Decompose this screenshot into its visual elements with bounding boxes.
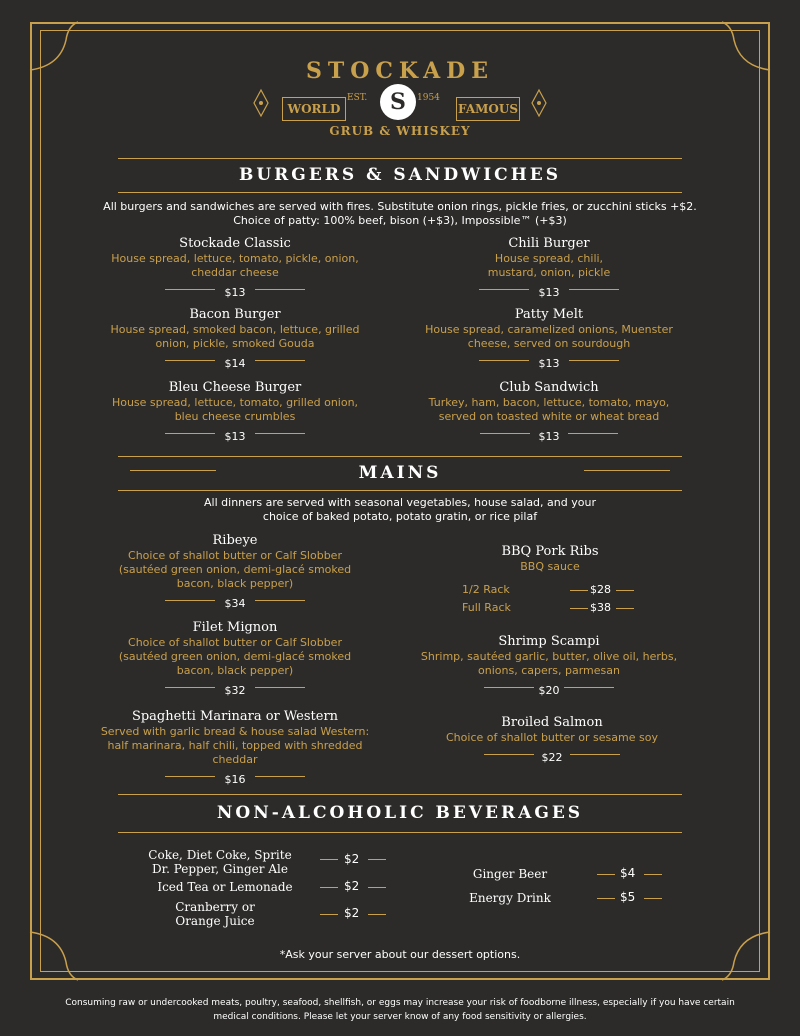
item-description: House spread, lettuce, tomato, pickle, onion, cheddar cheese [111,252,359,279]
item-description: House spread, chili, mustard, onion, pickle [487,252,611,279]
item-name: Club Sandwich [499,380,599,395]
menu-item [100,380,370,441]
burgers-note: All burgers and sandwiches are served with fires. Substitute onion rings, pickle fries, or zucchini sticks +$2. Choice of patty: 100% beef, bison (+$3), Impossible™ (+$3) [103,200,697,227]
logo-monogram: S [380,84,416,120]
item-price: $13 [224,286,246,299]
stockade-logo [250,58,550,148]
food-safety-disclaimer: Consuming raw or undercooked meats, poultry, seafood, shellfish, or eggs may increase your risk of foodborne illness, especially if you have certain medical conditions. Please let your server know of any food sensitivity or allergies. [65,998,735,1022]
logo-est: EST. [347,93,368,103]
item-description: Turkey, ham, bacon, lettuce, tomato, mayo, served on toasted white or wheat bread [428,396,670,423]
item-price: $22 [541,751,563,764]
beverage-name: Coke, Diet Coke, Sprite Dr. Pepper, Ginger Ale [148,848,292,876]
item-price: $32 [224,684,246,697]
item-description: Choice of shallot butter or Calf Slobber (sautéed green onion, demi-glacé smoked bacon, black pepper) [118,636,352,677]
menu-item [100,620,370,695]
option-row [420,601,680,617]
item-name: BBQ Pork Ribs [501,544,599,559]
section-divider [118,158,682,159]
item-name: Stockade Classic [179,236,291,251]
menu-item [420,544,680,574]
menu-item [414,715,690,762]
section-title-burgers: BURGERS & SANDWICHES [238,165,561,185]
logo-left-banner: WORLD [282,97,346,121]
item-price: $13 [538,357,560,370]
logo-right-banner: FAMOUS [456,97,520,121]
beverage-price: $4 [620,866,636,880]
item-price: $13 [224,430,246,443]
section-divider [118,832,682,833]
item-price: $13 [538,430,560,443]
item-name: Filet Mignon [192,620,278,635]
option-price: $38 [590,601,611,614]
item-name: Bleu Cheese Burger [168,380,302,395]
item-name: Patty Melt [514,307,584,322]
section-divider [118,192,682,193]
section-title-beverages: NON-ALCOHOLIC BEVERAGES [216,803,584,823]
beverage-name: Ginger Beer [472,867,548,881]
right-flourish-icon [524,88,554,118]
item-price: $34 [224,597,246,610]
item-name: Spaghetti Marinara or Western [131,709,339,724]
section-divider [118,456,682,457]
item-description: Shrimp, sautéed garlic, butter, olive oil, herbs, onions, capers, parmesan [420,650,678,677]
item-description: House spread, smoked bacon, lettuce, grilled onion, pickle, smoked Gouda [110,323,360,350]
menu-item [110,236,360,297]
section-divider [118,490,682,491]
item-name: Ribeye [212,533,258,548]
option-row [420,583,680,599]
menu-item [424,236,674,297]
item-name: Shrimp Scampi [498,634,600,649]
mains-note: All dinners are served with seasonal vegetables, house salad, and your choice of baked potato, potato gratin, or rice pilaf [204,496,596,523]
beverage-name: Energy Drink [469,891,551,905]
section-divider [584,470,670,471]
menu-item [100,307,370,368]
beverage-price: $5 [620,890,636,904]
item-description: Served with garlic bread & house salad Western: half marinara, half chili, topped with shredded cheddar [100,725,370,766]
menu-item [410,380,688,441]
menu-item [100,533,370,608]
option-price: $28 [590,583,611,596]
beverage-price: $2 [344,852,360,866]
item-price: $14 [224,357,246,370]
item-description: BBQ sauce [520,560,580,573]
item-name: Bacon Burger [189,307,281,322]
menu-item [414,634,684,695]
option-label: Full Rack [462,601,511,614]
beverage-price: $2 [344,879,360,893]
dessert-note: *Ask your server about our dessert options. [279,948,521,961]
item-price: $16 [224,773,246,786]
logo-year: 1954 [417,93,440,103]
menu-item [414,307,684,368]
beverage-name: Cranberry or Orange Juice [175,900,255,928]
left-flourish-icon [246,88,276,118]
menu-item [100,709,370,784]
option-label: 1/2 Rack [462,583,510,596]
item-description: House spread, caramelized onions, Muenster cheese, served on sourdough [425,323,673,350]
section-divider [118,794,682,795]
item-name: Chili Burger [508,236,590,251]
beverage-name: Iced Tea or Lemonade [157,880,293,894]
logo-tagline: GRUB & WHISKEY [329,124,471,138]
item-description: Choice of shallot butter or sesame soy [446,731,658,744]
item-price: $13 [538,286,560,299]
item-price: $20 [538,684,560,697]
item-description: Choice of shallot butter or Calf Slobber (sautéed green onion, demi-glacé smoked bacon, black pepper) [118,549,352,590]
logo-wordmark: STOCKADE [305,58,495,84]
item-description: House spread, lettuce, tomato, grilled onion, bleu cheese crumbles [111,396,359,423]
item-name: Broiled Salmon [501,715,603,730]
section-title-mains: MAINS [358,463,442,483]
beverage-price: $2 [344,906,360,920]
